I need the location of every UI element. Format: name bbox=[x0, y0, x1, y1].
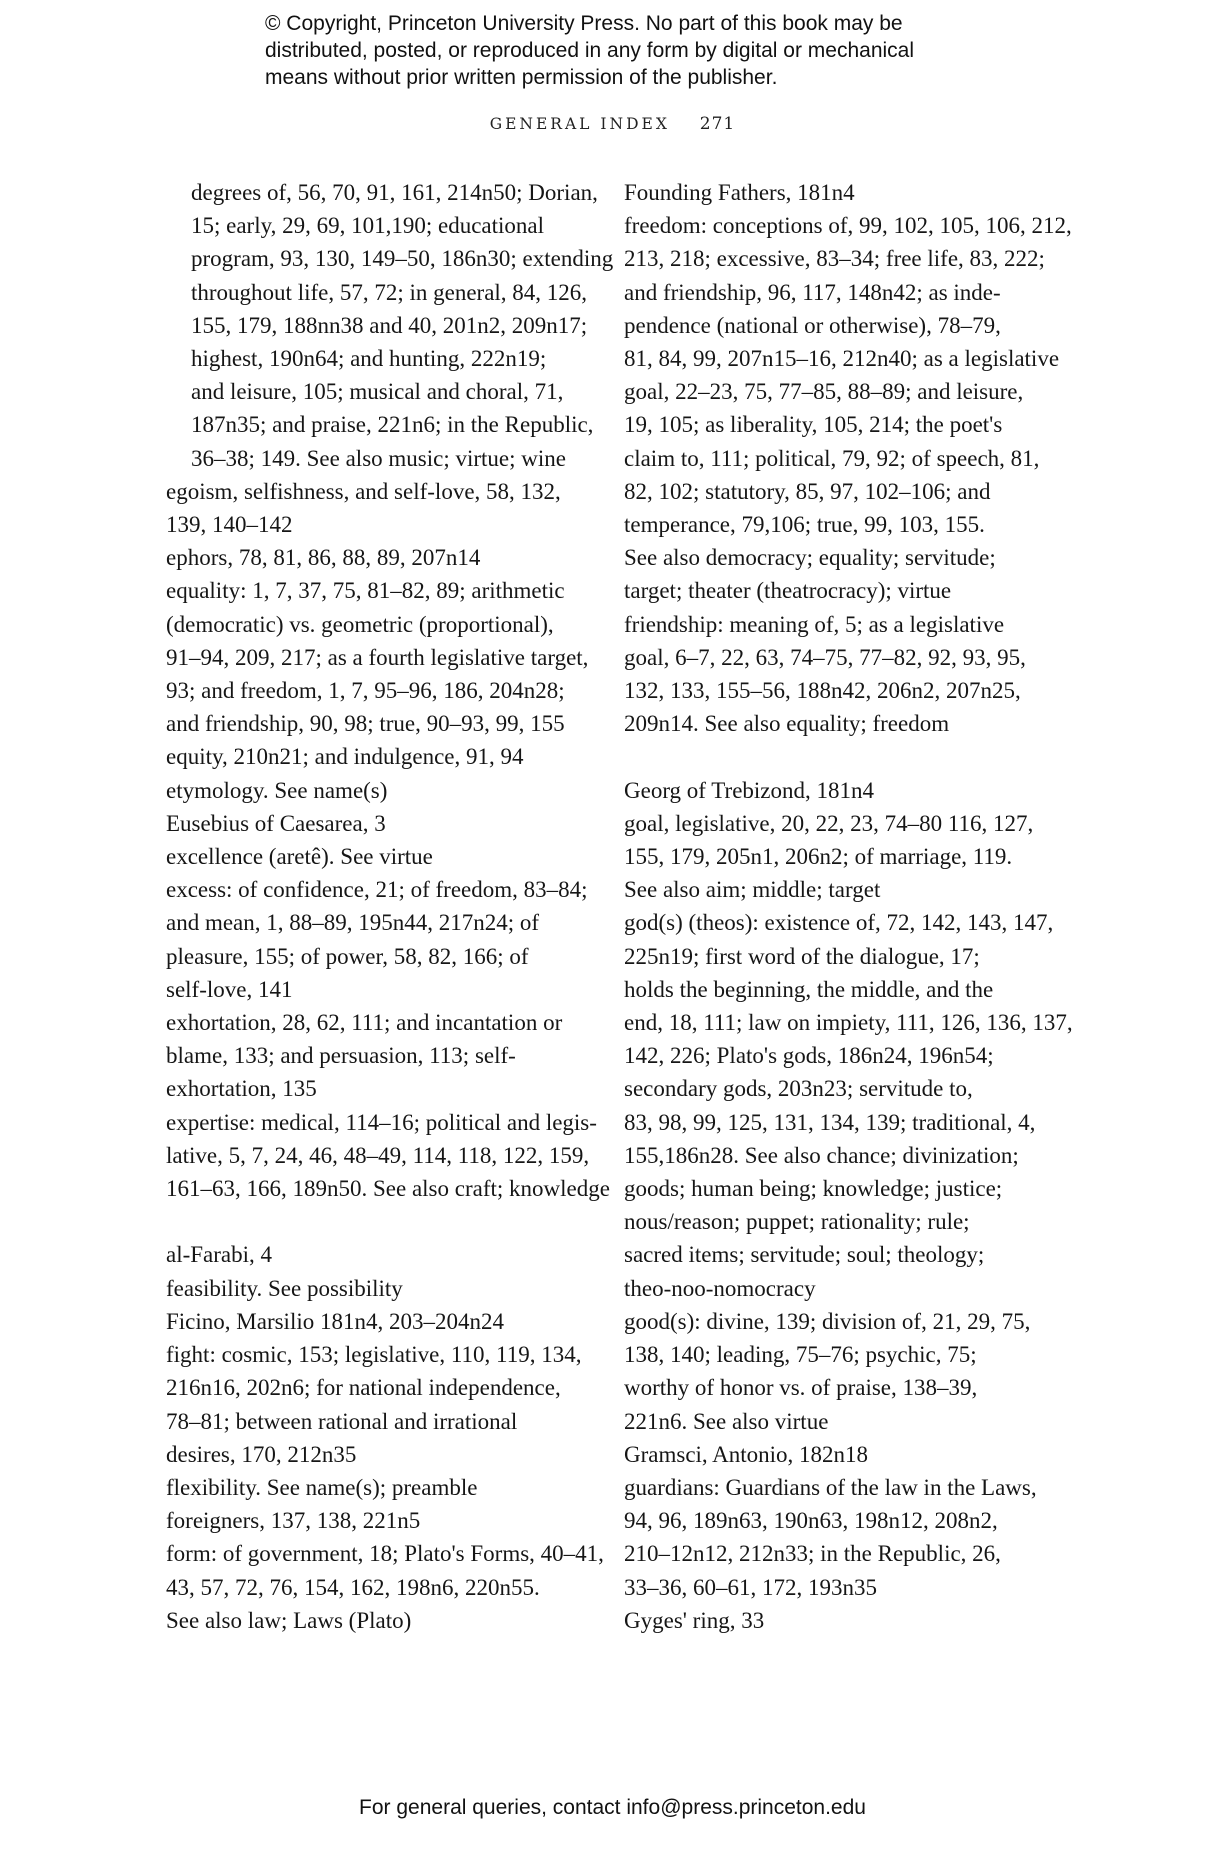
index-entry bbox=[166, 1338, 586, 1471]
index-line: lative, 5, 7, 24, 46, 48–49, 114, 118, 122, 159, bbox=[166, 1142, 590, 1168]
index-line: god(s) (theos): existence of, 72, 142, 143, 147, bbox=[624, 910, 1054, 936]
index-line: throughout life, 57, 72; in general, 84, 126, bbox=[191, 279, 588, 305]
index-entry bbox=[624, 176, 1044, 209]
index-column-left bbox=[166, 176, 614, 1637]
index-line: 210–12n12, 212n33; in the Republic, 26, bbox=[624, 1541, 1001, 1567]
index-line: worthy of honor vs. of praise, 138–39, bbox=[624, 1375, 978, 1401]
index-line: Georg of Trebizond, 181n4 bbox=[624, 777, 875, 803]
index-line: good(s): divine, 139; division of, 21, 29, 75, bbox=[624, 1308, 1031, 1334]
footer-contact bbox=[0, 1796, 1225, 1820]
index-line: 15; early, 29, 69, 101,190; educational bbox=[191, 213, 545, 239]
index-line: excess: of confidence, 21; of freedom, 83–84; bbox=[166, 877, 588, 903]
section-gap bbox=[166, 1205, 586, 1238]
index-entry bbox=[624, 608, 1044, 741]
index-entry bbox=[166, 1106, 610, 1206]
index-line: foreigners, 137, 138, 221n5 bbox=[166, 1508, 421, 1534]
index-line: 155, 179, 205n1, 206n2; of marriage, 119. bbox=[624, 844, 1013, 870]
index-line: 91–94, 209, 217; as a fourth legislative target, bbox=[166, 644, 589, 670]
page-number: 271 bbox=[699, 114, 736, 134]
index-line: See also aim; middle; target bbox=[624, 877, 881, 903]
index-entry bbox=[166, 774, 586, 807]
index-line: program, 93, 130, 149–50, 186n30; extending bbox=[191, 246, 614, 272]
index-entry bbox=[166, 873, 586, 1006]
index-entry bbox=[166, 1272, 586, 1305]
index-line: claim to, 111; political, 79, 92; of speech, 81, bbox=[624, 445, 1040, 471]
index-line: goods; human being; knowledge; justice; bbox=[624, 1176, 1003, 1202]
index-line: exhortation, 135 bbox=[166, 1076, 317, 1102]
index-entry bbox=[166, 541, 586, 574]
index-line: end, 18, 111; law on impiety, 111, 126, 136, 137, bbox=[624, 1010, 1073, 1036]
index-line: See also law; Laws (Plato) bbox=[166, 1607, 412, 1633]
index-line: excellence (aretê). See virtue bbox=[166, 844, 433, 870]
index-line: 19, 105; as liberality, 105, 214; the poet's bbox=[624, 412, 1003, 438]
index-line: theo-noo-nomocracy bbox=[624, 1275, 816, 1301]
running-head-title: GENERAL INDEX bbox=[489, 115, 670, 133]
index-line: degrees of, 56, 70, 91, 161, 214n50; Dorian, bbox=[191, 180, 598, 205]
index-line: 93; and freedom, 1, 7, 95–96, 186, 204n28; bbox=[166, 678, 565, 704]
index-line: Gyges' ring, 33 bbox=[624, 1607, 765, 1633]
index-entry bbox=[624, 1604, 1044, 1637]
index-line: and mean, 1, 88–89, 195n44, 217n24; of bbox=[166, 910, 540, 936]
index-line: 132, 133, 155–56, 188n42, 206n2, 207n25, bbox=[624, 678, 1021, 704]
index-line: desires, 170, 212n35 bbox=[166, 1441, 357, 1467]
index-line: goal, legislative, 20, 22, 23, 74–80 116, 127, bbox=[624, 810, 1034, 836]
footer-text: For general queries, contact info@press.princeton.edu bbox=[359, 1796, 866, 1819]
index-line: 83, 98, 99, 125, 131, 134, 139; traditional, 4, bbox=[624, 1109, 1036, 1135]
index-line: temperance, 79,106; true, 99, 103, 155. bbox=[624, 512, 985, 538]
index-line: expertise: medical, 114–16; political and legis- bbox=[166, 1109, 597, 1135]
index-line: form: of government, 18; Plato's Forms, 40–41, bbox=[166, 1541, 604, 1567]
index-entry bbox=[624, 1438, 1044, 1471]
index-entry bbox=[166, 574, 589, 740]
index-line: holds the beginning, the middle, and the bbox=[624, 976, 994, 1002]
index-entry bbox=[166, 1305, 586, 1338]
index-line: 138, 140; leading, 75–76; psychic, 75; bbox=[624, 1342, 977, 1368]
index-line: 161–63, 166, 189n50. See also craft; knowledge bbox=[166, 1176, 610, 1202]
index-line: 142, 226; Plato's gods, 186n24, 196n54; bbox=[624, 1043, 994, 1069]
index-line: goal, 22–23, 75, 77–85, 88–89; and leisure, bbox=[624, 379, 1024, 405]
index-line: 43, 57, 72, 76, 154, 162, 198n6, 220n55. bbox=[166, 1574, 540, 1600]
copyright-line: means without prior written permission of the publisher. bbox=[265, 66, 778, 89]
index-line: 209n14. See also equality; freedom bbox=[624, 711, 950, 737]
index-entry bbox=[166, 176, 614, 475]
index-line: etymology. See name(s) bbox=[166, 777, 388, 803]
index-line: nous/reason; puppet; rationality; rule; bbox=[624, 1209, 970, 1235]
index-line: pendence (national or otherwise), 78–79, bbox=[624, 312, 1001, 338]
index-line: 221n6. See also virtue bbox=[624, 1408, 829, 1434]
index-line: See also democracy; equality; servitude; bbox=[624, 545, 996, 571]
index-line: secondary gods, 203n23; servitude to, bbox=[624, 1076, 973, 1102]
index-line: Founding Fathers, 181n4 bbox=[624, 180, 855, 205]
index-line: and friendship, 90, 98; true, 90–93, 99, 155 bbox=[166, 711, 565, 737]
index-line: 155,186n28. See also chance; divinization; bbox=[624, 1142, 1019, 1168]
index-entry bbox=[166, 1471, 586, 1504]
index-line: 225n19; first word of the dialogue, 17; bbox=[624, 943, 980, 969]
index-line: and leisure, 105; musical and choral, 71, bbox=[191, 379, 564, 405]
index-line: 82, 102; statutory, 85, 97, 102–106; and bbox=[624, 478, 991, 504]
index-line: Eusebius of Caesarea, 3 bbox=[166, 810, 386, 836]
index-line: freedom: conceptions of, 99, 102, 105, 106, 212, bbox=[624, 213, 1072, 239]
index-entry bbox=[624, 807, 1044, 907]
index-entry bbox=[166, 807, 586, 840]
index-line: goal, 6–7, 22, 63, 74–75, 77–82, 92, 93, 95, bbox=[624, 644, 1026, 670]
index-line: 213, 218; excessive, 83–34; free life, 83, 222; bbox=[624, 246, 1045, 272]
index-line: 94, 96, 189n63, 190n63, 198n12, 208n2, bbox=[624, 1508, 998, 1534]
index-line: blame, 133; and persuasion, 113; self- bbox=[166, 1043, 516, 1069]
index-line: 216n16, 202n6; for national independence, bbox=[166, 1375, 561, 1401]
index-line: 78–81; between rational and irrational bbox=[166, 1408, 518, 1434]
copyright-notice bbox=[265, 10, 1025, 91]
index-entry bbox=[166, 840, 586, 873]
index-entry bbox=[166, 475, 586, 541]
index-column-right bbox=[624, 176, 1073, 1637]
index-entry bbox=[166, 1537, 604, 1637]
index-line: equity, 210n21; and indulgence, 91, 94 bbox=[166, 744, 524, 770]
section-gap bbox=[624, 740, 1044, 773]
index-line: Ficino, Marsilio 181n4, 203–204n24 bbox=[166, 1308, 504, 1334]
index-line: ephors, 78, 81, 86, 88, 89, 207n14 bbox=[166, 545, 481, 571]
copyright-line: distributed, posted, or reproduced in any form by digital or mechanical bbox=[265, 39, 915, 62]
index-line: friendship: meaning of, 5; as a legislative bbox=[624, 611, 1005, 637]
index-entry bbox=[624, 1305, 1044, 1438]
index-entry bbox=[166, 740, 586, 773]
index-line: sacred items; servitude; soul; theology; bbox=[624, 1242, 985, 1268]
index-entry bbox=[166, 1238, 586, 1271]
index-line: egoism, selfishness, and self-love, 58, 132, bbox=[166, 478, 561, 504]
index-line: Gramsci, Antonio, 182n18 bbox=[624, 1441, 869, 1467]
index-line: and friendship, 96, 117, 148n42; as inde- bbox=[624, 279, 1001, 305]
index-entry bbox=[166, 1006, 586, 1106]
index-line: guardians: Guardians of the law in the Laws, bbox=[624, 1474, 1037, 1500]
index-entry bbox=[166, 1504, 586, 1537]
index-entry bbox=[624, 906, 1073, 1304]
index-entry bbox=[624, 1471, 1044, 1604]
running-head bbox=[0, 114, 1225, 134]
index-line: 155, 179, 188nn38 and 40, 201n2, 209n17; bbox=[191, 312, 588, 338]
index-line: pleasure, 155; of power, 58, 82, 166; of bbox=[166, 943, 529, 969]
copyright-line: © Copyright, Princeton University Press. No part of this book may be bbox=[265, 12, 903, 35]
index-line: 81, 84, 99, 207n15–16, 212n40; as a legislative bbox=[624, 346, 1060, 372]
index-line: al-Farabi, 4 bbox=[166, 1242, 273, 1268]
index-line: target; theater (theatrocracy); virtue bbox=[624, 578, 952, 604]
index-line: feasibility. See possibility bbox=[166, 1275, 403, 1301]
index-line: fight: cosmic, 153; legislative, 110, 119, 134, bbox=[166, 1342, 582, 1368]
index-entry bbox=[624, 774, 1044, 807]
index-line: 36–38; 149. See also music; virtue; wine bbox=[191, 445, 566, 471]
index-entry bbox=[624, 209, 1072, 607]
index-line: self-love, 141 bbox=[166, 976, 293, 1002]
index-line: 139, 140–142 bbox=[166, 512, 293, 538]
index-line: 187n35; and praise, 221n6; in the Republic, bbox=[191, 412, 594, 438]
index-line: 33–36, 60–61, 172, 193n35 bbox=[624, 1574, 877, 1600]
index-line: flexibility. See name(s); preamble bbox=[166, 1474, 478, 1500]
index-line: highest, 190n64; and hunting, 222n19; bbox=[191, 346, 547, 372]
index-line: equality: 1, 7, 37, 75, 81–82, 89; arithmetic bbox=[166, 578, 565, 604]
index-line: (democratic) vs. geometric (proportional), bbox=[166, 611, 554, 637]
index-line: exhortation, 28, 62, 111; and incantation or bbox=[166, 1010, 563, 1036]
